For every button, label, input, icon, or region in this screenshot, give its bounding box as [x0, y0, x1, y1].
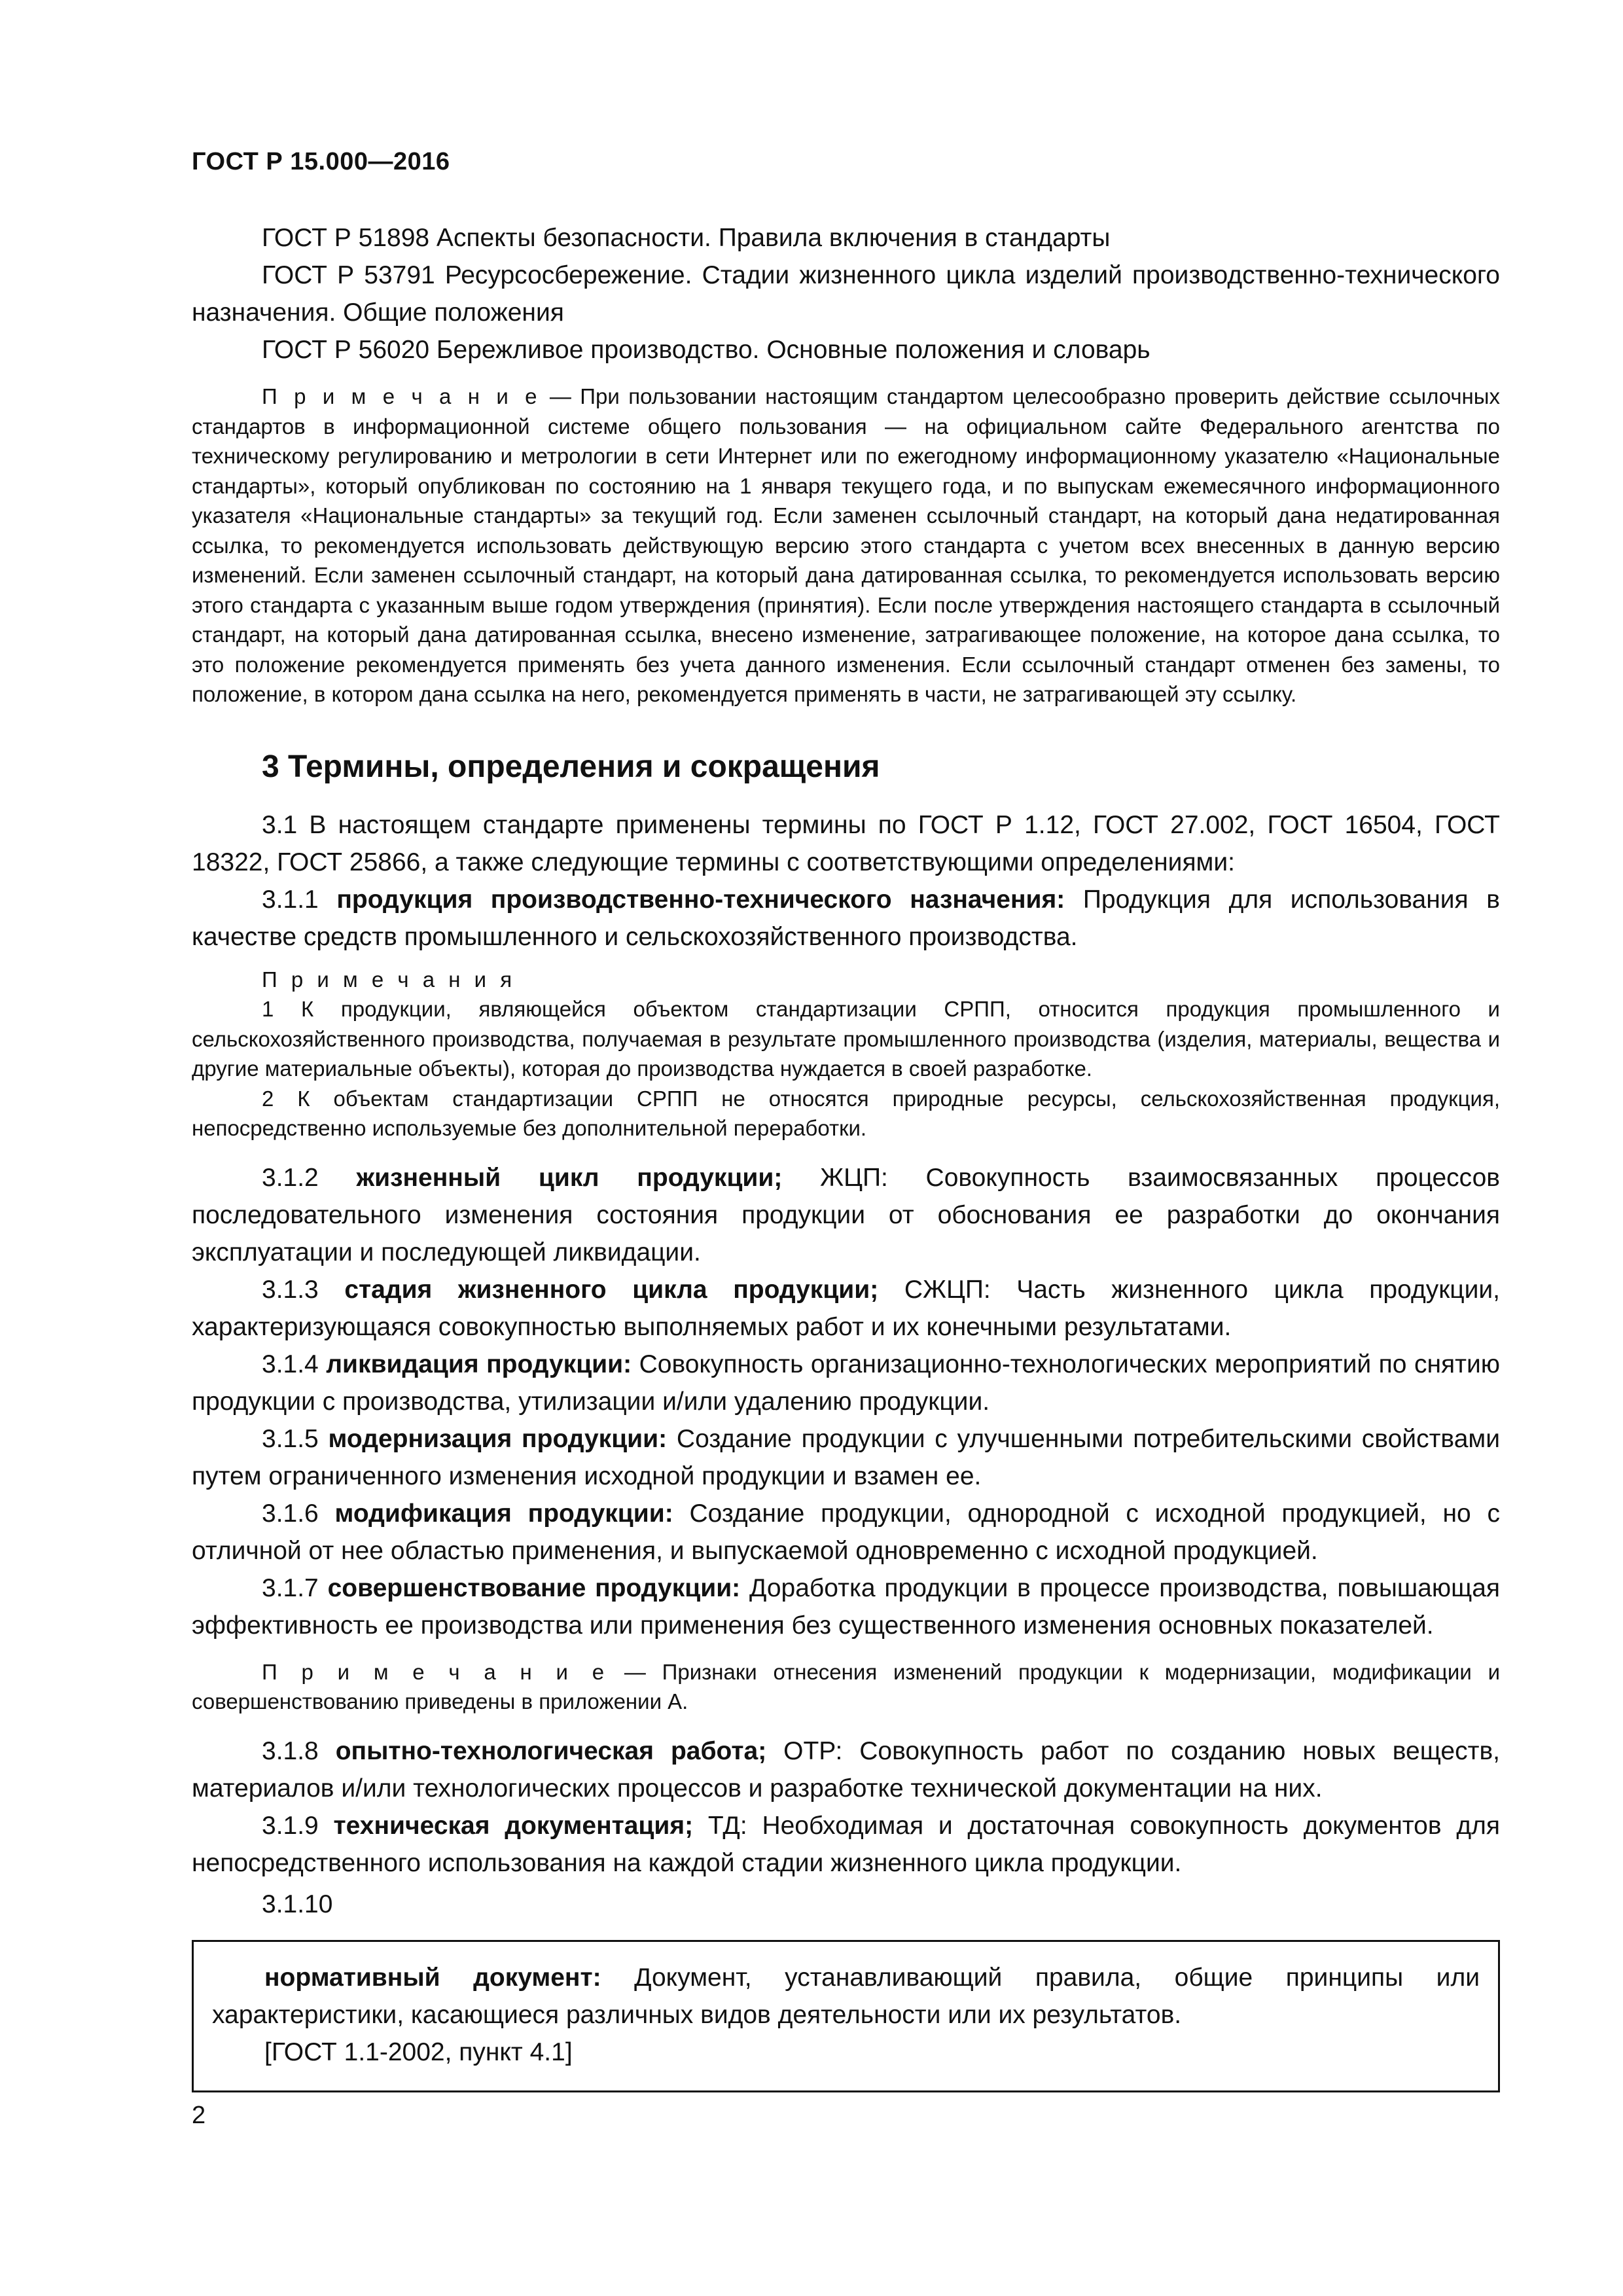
term-text: Продукция для использования в качестве средств промышленного и сельскохозяйственного производства. [192, 885, 1500, 951]
term-text: Документ, устанавливающий правила, общие принципы или характеристики, касающиеся различных видов деятельности или их результатов. [212, 1963, 1480, 2029]
term-text: Создание продукции, однородной с исходной продукцией, но с отличной от нее областью применения, и выпускаемой одновременно с исходной продукцией. [192, 1499, 1500, 1565]
term-name: стадия жизненного цикла продукции; [344, 1275, 879, 1304]
references-note [192, 382, 1500, 709]
section-title: 3 Термины, определения и сокращения [262, 749, 880, 784]
term-number: 3.1.3 [262, 1275, 345, 1304]
term-number: 3.1.6 [262, 1499, 335, 1528]
notes-heading: П р и м е ч а н и я [262, 967, 516, 992]
term-text: Создание продукции с улучшенными потребительскими свойствами путем ограниченного изменения исходной продукции и взамен ее. [192, 1424, 1500, 1490]
term-definition [192, 881, 1500, 956]
quoted-term-box [192, 1940, 1500, 2092]
term-text: Совокупность организационно-технологических мероприятий по снятию продукции с производства, утилизации и/или удалению продукции. [192, 1350, 1500, 1416]
term-number: 3.1.7 [262, 1573, 328, 1602]
term-number-standalone: 3.1.10 [262, 1890, 333, 1918]
term-number: 3.1.2 [262, 1163, 357, 1192]
term-name: жизненный цикл продукции; [356, 1163, 783, 1192]
note-label: П р и м е ч а н и е [262, 384, 541, 408]
term-name: совершенствование продукции: [327, 1573, 741, 1602]
reference-item: ГОСТ Р 51898 Аспекты безопасности. Правила включения в стандарты [262, 224, 1111, 252]
term-name: модификация продукции: [334, 1499, 673, 1528]
term-definition [192, 1420, 1500, 1495]
term-name: продукция производственно-технического назначения: [336, 885, 1065, 914]
page-number: 2 [192, 2102, 206, 2129]
term-number: 3.1.4 [262, 1350, 327, 1378]
term-number: 3.1.1 [262, 885, 337, 914]
term-definition [212, 1959, 1480, 2034]
term-number: 3.1.8 [262, 1736, 336, 1765]
document-code-header: ГОСТ Р 15.000—2016 [192, 148, 450, 175]
note-label: П р и м е ч а н и е [262, 1659, 609, 1684]
term-source: [ГОСТ 1.1-2002, пункт 4.1] [264, 2037, 573, 2066]
term-number: 3.1.5 [262, 1424, 329, 1453]
term-definition [192, 1807, 1500, 1882]
note-text: — Признаки отнесения изменений продукции к модернизации, модификации и совершенствованию приведены в приложении А. [192, 1659, 1501, 1713]
term-note [192, 1657, 1500, 1717]
term-number: 3.1.9 [262, 1811, 334, 1840]
term-definition [192, 1159, 1500, 1271]
term-definition [192, 1495, 1500, 1570]
term-definition [192, 1732, 1500, 1807]
term-name: техническая документация; [333, 1811, 694, 1840]
term-text: Доработка продукции в процессе производства, повышающая эффективность ее производства или применения без существенного изменения основных показателей. [192, 1573, 1501, 1640]
note-text: — При пользовании настоящим стандартом целесообразно проверить действие ссылочных стандартов в информационной системе общего пользования — на официальном сайте Федерального агентства по техническому регулированию и метрологии в сети Интернет или по ежегодному информационному указателю «Национальные стандарты», который опубликован по состоянию на 1 января текущего года, и по выпускам ежемесячного информационного указателя «Национальные стандарты» за текущий год. Если заменен ссылочный стандарт, на который дана недатированная ссылка, то рекомендуется использовать действующую версию этого стандарта с учетом всех внесенных в данную версию изменений. Если заменен ссылочный стандарт, на который дана датированная ссылка, то рекомендуется использовать версию этого стандарта с указанным выше годом утверждения (принятия). Если после утверждения настоящего стандарта в ссылочный стандарт, на который дана датированная ссылка, внесено изменение, затрагивающее положение, на которое дана ссылка, то это положение рекомендуется применять без учета данного изменения. Если ссылочный стандарт отменен без замены, то положение, в котором дана ссылка на него, рекомендуется применять в части, не затрагивающей эту ссылку. [192, 384, 1500, 706]
term-name: опытно-технологическая работа; [335, 1736, 767, 1765]
term-name: нормативный документ: [264, 1963, 601, 1992]
note-item: 1 К продукции, являющейся объектом стандартизации СРПП, относится продукция промышленного и сельскохозяйственного производства, получаемая в результате промышленного производства (изделия, материалы, вещества и другие материальные объекты), которая до производства нуждается в своей разработке. [192, 997, 1500, 1081]
reference-item: ГОСТ Р 56020 Бережливое производство. Основные положения и словарь [262, 336, 1150, 364]
term-intro: 3.1 В настоящем стандарте применены термины по ГОСТ Р 1.12, ГОСТ 27.002, ГОСТ 16504, ГОСТ 18322, ГОСТ 25866, а также следующие термины с соответствующими определениями: [192, 810, 1500, 876]
reference-item: ГОСТ Р 53791 Ресурсосбережение. Стадии жизненного цикла изделий производственно-технического назначения. Общие положения [192, 261, 1500, 327]
term-name: ликвидация продукции: [326, 1350, 632, 1378]
term-name: модернизация продукции: [328, 1424, 668, 1453]
term-text: ТД: Необходимая и достаточная совокупность документов для непосредственного использования на каждой стадии жизненного цикла продукции. [192, 1811, 1500, 1877]
term-text: ЖЦП: Совокупность взаимосвязанных процессов последовательного изменения состояния продукции от обоснования ее разработки до окончания эксплуатации и последующей ликвидации. [192, 1163, 1501, 1266]
term-text: ОТР: Совокупность работ по созданию новых веществ, материалов и/или технологических процессов и разработке технической документации на них. [192, 1736, 1500, 1803]
term-definition [192, 1346, 1500, 1420]
note-item: 2 К объектам стандартизации СРПП не относятся природные ресурсы, сельскохозяйственная продукция, непосредственно используемые без дополнительной переработки. [192, 1086, 1500, 1140]
term-definition [192, 1570, 1500, 1644]
page-content [192, 219, 1500, 2092]
term-text: СЖЦП: Часть жизненного цикла продукции, характеризующаяся совокупностью выполняемых работ и их конечными результатами. [192, 1275, 1501, 1341]
term-definition [192, 1271, 1500, 1346]
